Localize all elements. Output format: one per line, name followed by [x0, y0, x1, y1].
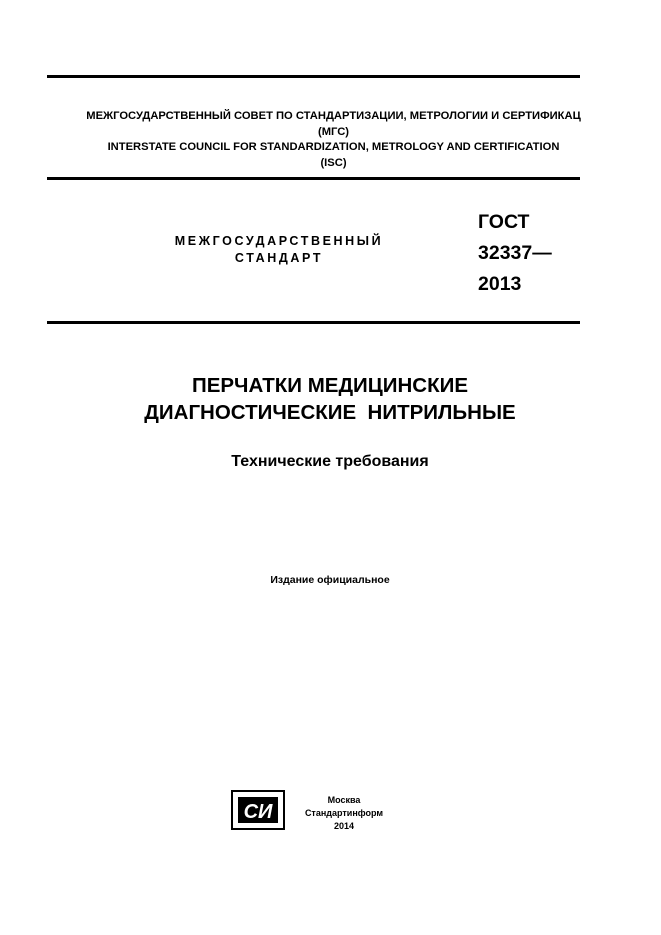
- council-en-name: INTERSTATE COUNCIL FOR STANDARDIZATION, METROLOGY AND CERTIFICATION: [107, 141, 560, 153]
- gost-year: 2013: [478, 273, 522, 295]
- standard-type-label: [150, 233, 408, 267]
- gost-number: 32337—: [478, 242, 552, 264]
- header-divider: [47, 177, 580, 180]
- council-ru-name: МЕЖГОСУДАРСТВЕННЫЙ СОВЕТ ПО СТАНДАРТИЗАЦИИ, МЕТРОЛОГИИ И СЕРТИФИКАЦ: [86, 110, 581, 122]
- top-rule: [47, 75, 580, 78]
- gost-prefix: ГОСТ: [478, 211, 530, 233]
- council-header: [47, 109, 620, 171]
- title-line2: ДИАГНОСТИЧЕСКИЕ НИТРИЛЬНЫЕ: [144, 401, 516, 424]
- gost-designation: [478, 207, 552, 300]
- publisher-name: Стандартинформ: [304, 807, 384, 818]
- publisher-info: [296, 794, 392, 832]
- document-subtitle: Технические требования: [231, 453, 429, 470]
- standartinform-logo-icon: [230, 789, 286, 831]
- designation-divider: [47, 321, 580, 324]
- publisher-city: Москва: [327, 795, 361, 805]
- publisher-year: 2014: [333, 820, 355, 831]
- council-en-abbr: (ISC): [320, 156, 347, 169]
- standard-type-line1: МЕЖГОСУДАРСТВЕННЫЙ: [174, 234, 384, 248]
- council-ru-abbr: (МГС): [317, 125, 350, 138]
- document-title: [40, 372, 620, 426]
- edition-note: Издание официальное: [270, 574, 390, 586]
- standard-type-line2: СТАНДАРТ: [234, 251, 324, 265]
- title-line1: ПЕРЧАТКИ МЕДИЦИНСКИЕ: [191, 374, 469, 397]
- logo-lettering: СИ: [243, 801, 273, 823]
